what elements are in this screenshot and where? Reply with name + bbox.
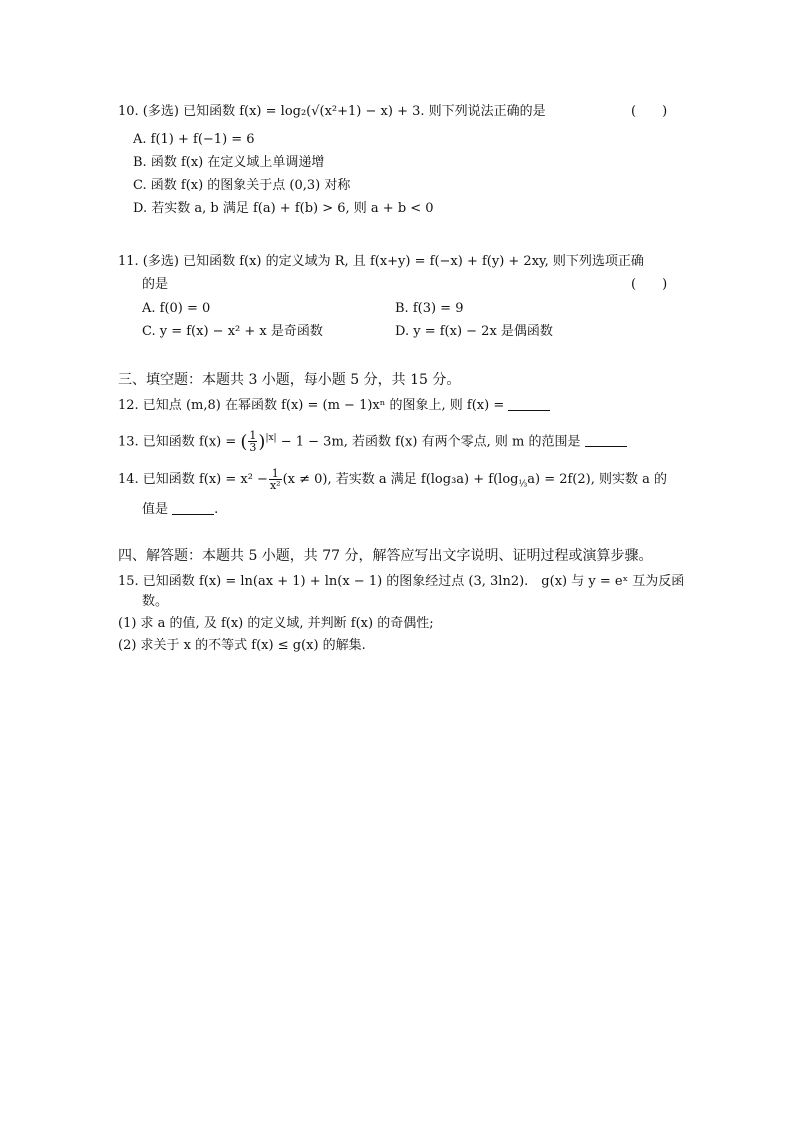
q10-option-b: B. 函数 f(x) 在定义域上单调递增	[133, 155, 325, 170]
q11-option-d: D. y = f(x) − 2x 是偶函数	[395, 324, 553, 339]
q13-exponent: |x|	[265, 433, 277, 443]
q15-line1: 15. 已知函数 f(x) = ln(ax + 1) + ln(x − 1) 的图象经过点 (3, 3ln2). g(x) 与 y = eˣ 互为反函	[118, 574, 685, 589]
q10-option-d: D. 若实数 a, b 满足 f(a) + f(b) > 6, 则 a + b < 0	[133, 201, 434, 216]
q15-part2: (2) 求关于 x 的不等式 f(x) ≤ g(x) 的解集.	[118, 638, 366, 653]
q13-blank	[585, 432, 627, 447]
q14-line2-end: .	[214, 502, 219, 517]
q14-line2	[142, 500, 218, 520]
q13-pre: 13. 已知函数 f(x) =	[118, 434, 241, 450]
q13-paren-close: )	[258, 431, 266, 453]
q14-blank	[172, 500, 214, 515]
q14-line1	[118, 468, 678, 495]
q10-answer-paren: ( )	[631, 104, 668, 119]
q13-paren-open: (	[240, 431, 248, 453]
q11-option-b: B. f(3) = 9	[395, 301, 464, 316]
q10-stem: 10. (多选) 已知函数 f(x) = log₂(√(x²+1) − x) + 3. 则下列说法正确的是	[118, 104, 546, 119]
q12	[118, 396, 678, 416]
q13-post: − 1 − 3m, 若函数 f(x) 有两个零点, 则 m 的范围是	[276, 434, 581, 450]
q14-tail: ) = 2f(2), 则实数 a 的	[534, 472, 667, 487]
q14-fraction: $\frac{1}{\text{x²}}$	[269, 467, 281, 492]
q13-fraction: $\frac{1}{3}$	[249, 429, 257, 455]
q11-stem-line1: 11. (多选) 已知函数 f(x) 的定义域为 R, 且 f(x+y) = f(−x) + f(y) + 2xy, 则下列选项正确	[118, 254, 644, 269]
q14-line2-text: 值是	[142, 502, 169, 517]
section-3-heading: 三、填空题：本题共 3 小题，每小题 5 分，共 15 分。	[118, 372, 461, 388]
q10-option-a: A. f(1) + f(−1) = 6	[133, 132, 255, 147]
q13	[118, 428, 678, 453]
q10-option-c: C. 函数 f(x) 的图象关于点 (0,3) 对称	[133, 178, 351, 193]
q11-answer-paren: ( )	[631, 277, 668, 292]
q15-part1: (1) 求 a 的值, 及 f(x) 的定义域, 并判断 f(x) 的奇偶性;	[118, 616, 434, 631]
q12-blank	[508, 396, 550, 411]
q14-pre: 14. 已知函数 f(x) = x² −	[118, 472, 268, 487]
q12-text: 12. 已知点 (m,8) 在幂函数 f(x) = (m − 1)xⁿ 的图象上, 则 f(x) =	[118, 398, 505, 413]
q11-option-a: A. f(0) = 0	[142, 301, 211, 316]
q15-line2: 数。	[142, 594, 169, 609]
q11-stem-line2: 的是	[142, 277, 169, 292]
q14-post: (x ≠ 0), 若实数 a 满足 f(log₃a) + f(	[282, 472, 499, 487]
q11-option-c: C. y = f(x) − x² + x 是奇函数	[142, 324, 323, 339]
q14-log-third: $\log_{\frac{1}{3}}a$	[498, 472, 535, 490]
section-4-heading: 四、解答题：本题共 5 小题，共 77 分，解答应写出文字说明、证明过程或演算步骤。	[118, 548, 653, 564]
